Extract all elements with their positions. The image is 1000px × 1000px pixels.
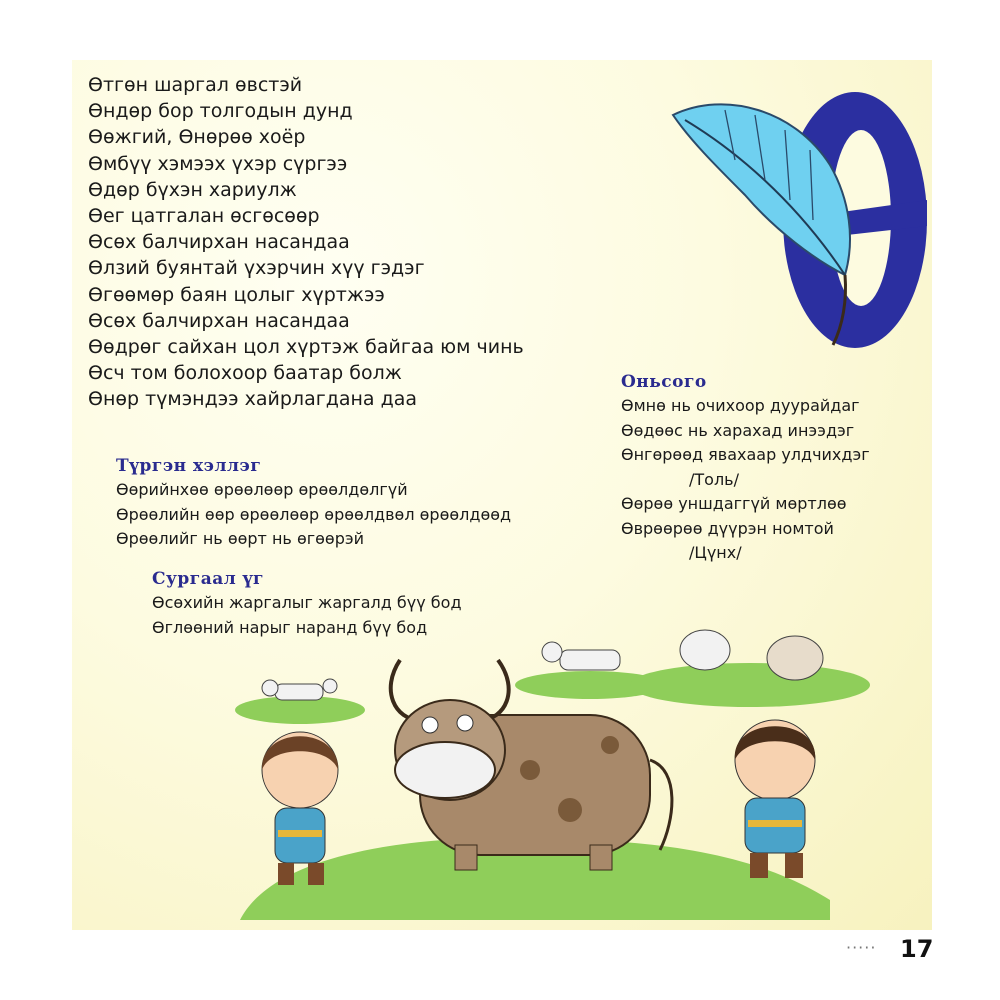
poem-line: Өгөөмөр баян цолыг хүртжээ (88, 283, 385, 306)
riddle-lines-2 (621, 492, 870, 541)
proverb-title: Сургаал үг (152, 569, 264, 589)
page-dots: ····· (846, 938, 877, 957)
letter-feather-illustration (665, 70, 935, 360)
poem-line: Өдөр бүхэн хариулж (88, 178, 297, 201)
riddle-lines-1 (621, 394, 870, 468)
poem-line: Өнөр түмэндээ хайрлагдана даа (88, 388, 418, 411)
tongue-twister-line: Өрөөлийн өөр өрөөлөөр өрөөлдвөл өрөөлдөөд (116, 504, 512, 524)
poem-line: Өсөх балчирхан насандаа (88, 309, 350, 332)
poem-line: Өсөх балчирхан насандаа (88, 231, 350, 254)
riddle-answer-1: /Толь/ (689, 469, 739, 489)
proverb-line: Өсөхийн жаргалыг жаргалд бүү бод (152, 593, 462, 612)
riddle-line: Өмнө нь очихоор дуурайдаг (621, 396, 860, 415)
cow-scene-illustration (230, 620, 870, 940)
page-number: 17 (900, 935, 934, 963)
poem-line: Өлзий буянтай үхэрчин хүү гэдэг (88, 257, 425, 280)
poem-line: Өмбүү хэмээх үхэр сүргээ (88, 152, 348, 175)
tongue-twister-lines (116, 478, 511, 552)
tongue-twister-line: Өөрийнхөө өрөөлөөр өрөөлдөлгүй (116, 480, 408, 499)
tongue-twister-title: Түргэн хэллэг (116, 456, 262, 476)
tongue-twister-section (116, 456, 511, 552)
poem-line: Өтгөн шаргал өвстэй (88, 74, 303, 96)
riddle-section (621, 372, 870, 566)
proverb-line: Өглөөний нарыг наранд бүү бод (152, 617, 428, 637)
calf-icon (542, 642, 620, 670)
riddle-title: Оньсого (621, 372, 707, 392)
calf-icon (262, 679, 337, 700)
riddle-line: Өврөөрөө дүүрэн номтой (621, 518, 834, 538)
boy-right-icon (735, 720, 815, 878)
riddle-answer-2: /Цүнх/ (689, 543, 742, 562)
poem-line: Өег цатгалан өсгөсөөр (88, 205, 320, 228)
riddle-line: Өөдөөс нь харахад инээдэг (621, 420, 855, 440)
small-hill (630, 663, 870, 707)
poem-line: Өндөр бор толгодын дунд (88, 100, 353, 123)
tongue-twister-line: Өрөөлийг нь өөрт нь өгөөрэй (116, 529, 365, 548)
riddle-line: Өнгөрөөд явахаар улдчихдэг (621, 445, 870, 464)
riddle-line: Өөрөө уншдаггүй мөртлөө (621, 494, 847, 513)
poem-line: Өөжгий, Өнөрөө хоёр (88, 126, 306, 149)
poem-line: Өөдрөг сайхан цол хүртэж байгаа юм чинь (88, 336, 524, 359)
poem (88, 72, 524, 413)
poem-line: Өсч том болохоор баатар болж (88, 362, 402, 385)
